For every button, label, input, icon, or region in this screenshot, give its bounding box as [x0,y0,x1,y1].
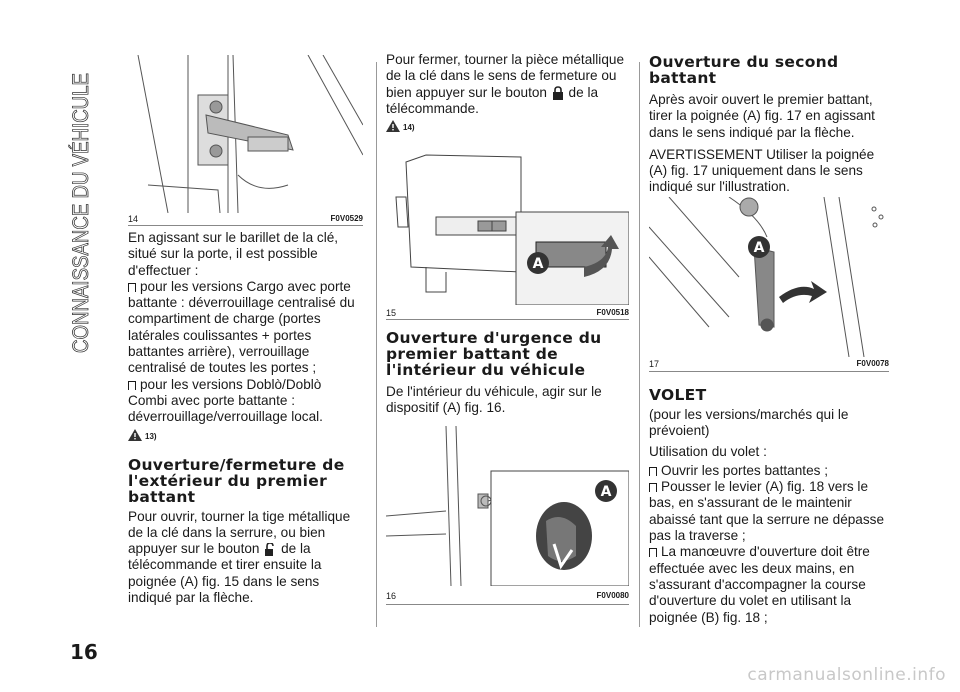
unlock-icon [263,543,277,557]
figure-code: F0V0518 [596,308,629,317]
paragraph: Pour fermer, tourner la pièce métallique de la clé dans le sens de fermeture ou bien appuyer sur le bouton de la télécommande. [386,52,625,116]
section-heading: VOLET [649,386,707,404]
door-hinge-illustration [128,55,363,213]
figure-callout: A [600,484,612,500]
list-item: Ouvrir les portes battantes ; [649,463,889,479]
figure-number: 14 [128,214,139,224]
figure-code: F0V0080 [596,591,629,600]
figure-code: F0V0529 [330,214,363,223]
warning-triangle-icon [386,120,400,132]
paragraph: AVERTISSEMENT Utiliser la poignée (A) fig. 17 uniquement dans le sens indiqué sur l'illustration. [649,146,875,195]
side-section-title [66,70,96,355]
list-item: Pousser le levier (A) fig. 18 vers le bas, en s'assurant de le maintenir abaissé tant que la serrure ne dépasse pas la traverse ; [649,479,889,544]
column-divider [376,62,377,627]
warning-reference: 13) [128,429,363,441]
figure-number: 17 [649,359,660,369]
section-heading: Ouverture/fermeture de l'extérieur du premier battant [128,455,345,506]
paragraph: En agissant sur le barillet de la clé, situé sur la porte, il est possible d'effectuer : [128,230,339,278]
paragraph: Pour ouvrir, tourner la tige métallique de la clé dans la serrure, ou bien appuyer sur le bouton de la télécommande et tirer ensuite la poignée (A) fig. 15 dans le sens indiqué par la flèche. [128,508,351,606]
warning-reference: 14) [386,120,629,132]
van-rear-illustration [386,147,629,305]
paragraph: De l'intérieur du véhicule, agir sur le dispositif (A) fig. 16. [386,384,602,416]
svg-text:CONNAISSANCE DU VÉHICULE: CONNAISSANCE DU VÉHICULE [68,70,93,353]
figure-16 [386,426,629,605]
list-item: pour les versions Cargo avec porte battante : déverrouillage centralisé du compartiment de charge (portes latérales coulissantes + portes battantes arrière), verrouillage centralisé de toutes les portes ; [128,279,363,377]
paragraph: Après avoir ouvert le premier battant, tirer la poignée (A) fig. 17 en agissant dans le sens indiqué par la flèche. [649,92,875,140]
column-divider [639,62,640,627]
figure-number: 16 [386,591,397,601]
figure-number: 15 [386,308,397,318]
figure-code: F0V0078 [856,359,889,368]
section-heading: Ouverture du second battant [649,53,839,87]
list-item: pour les versions Doblò/Doblò Combi avec porte battante : déverrouillage/verrouillage local. [128,377,363,426]
paragraph: (pour les versions/marchés qui le prévoient) [649,407,849,439]
figure-17 [649,197,889,372]
lock-icon [551,86,565,100]
interior-door-illustration [386,426,629,586]
paragraph: Utilisation du volet : [649,443,767,459]
section-heading: Ouverture d'urgence du premier battant de l'intérieur du véhicule [386,329,602,379]
figure-15 [386,147,629,320]
figure-callout: A [532,256,544,272]
figure-14 [128,55,363,226]
warning-triangle-icon [128,429,142,441]
page-number: 16 [70,640,98,664]
figure-callout: A [753,240,765,256]
list-item: La manœuvre d'ouverture doit être effectuée avec les deux mains, en s'assurant d'accompagner la course d'ouverture du volet en utilisant la poignée (B) fig. 18 ; [649,544,889,625]
second-door-handle-illustration [649,197,889,357]
watermark: carmanualsonline.info [747,665,946,685]
